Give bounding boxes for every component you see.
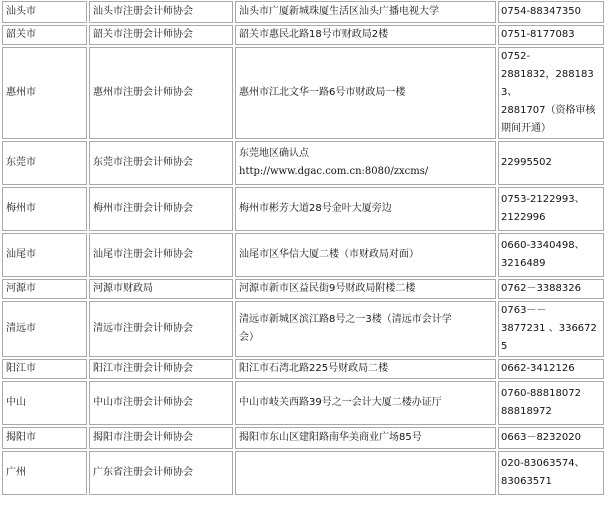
website-url: http://www.dgac.com.cn:8080/zxcms/ xyxy=(239,166,429,177)
table-row xyxy=(2,25,604,45)
city-cell: 韶关市 xyxy=(2,25,87,45)
phone-cell xyxy=(498,187,604,231)
org-cell: 广东省注册会计师协会 xyxy=(89,451,233,495)
city-cell: 广州 xyxy=(2,451,87,495)
phone-cell: 0751-8177083 xyxy=(498,25,604,45)
table-row xyxy=(2,1,604,23)
address-line: 东莞地区确认点 xyxy=(239,148,309,159)
address-cell: 阳江市石湾北路225号财政局二楼 xyxy=(235,359,496,379)
org-cell: 汕头市注册会计师协会 xyxy=(89,1,233,23)
org-cell: 东莞市注册会计师协会 xyxy=(89,141,233,185)
address-cell: 韶关市惠民北路18号市财政局2楼 xyxy=(235,25,496,45)
address-cell: 河源市新市区益民街9号财政局附楼二楼 xyxy=(235,279,496,299)
city-cell: 中山 xyxy=(2,381,87,425)
city-cell: 惠州市 xyxy=(2,47,87,139)
city-cell: 梅州市 xyxy=(2,187,87,231)
table-row xyxy=(2,279,604,299)
org-cell: 揭阳市注册会计师协会 xyxy=(89,427,233,449)
table-row xyxy=(2,141,604,185)
phone-line: 0763－－ xyxy=(501,305,547,316)
org-cell: 韶关市注册会计师协会 xyxy=(89,25,233,45)
table-row xyxy=(2,359,604,379)
phone-cell xyxy=(498,301,604,357)
address-cell: 汕尾市区华信大厦二楼（市财政局对面） xyxy=(235,233,496,277)
city-cell: 河源市 xyxy=(2,279,87,299)
address-cell xyxy=(235,141,496,185)
phone-cell xyxy=(498,381,604,425)
phone-line: 0752- xyxy=(501,51,531,62)
phone-line: 0753-2122993、 xyxy=(501,194,585,205)
phone-line: 2881707（资格审核 xyxy=(501,105,596,116)
phone-line: 2881832，2881833、 xyxy=(501,69,594,98)
table-row xyxy=(2,187,604,231)
phone-cell xyxy=(498,233,604,277)
city-cell: 清远市 xyxy=(2,301,87,357)
phone-line: 0760-88818072 xyxy=(501,388,581,399)
phone-cell xyxy=(498,451,604,495)
phone-line: 期间开通） xyxy=(501,123,551,134)
address-cell xyxy=(235,451,496,495)
phone-cell: 22995502 xyxy=(498,141,604,185)
table-row xyxy=(2,381,604,425)
phone-line: 0660-3340498、 xyxy=(501,240,585,251)
table-row xyxy=(2,233,604,277)
table-row xyxy=(2,427,604,449)
org-cell: 汕尾市注册会计师协会 xyxy=(89,233,233,277)
address-cell: 梅州市彬芳大道28号金叶大厦旁边 xyxy=(235,187,496,231)
phone-line: 3877231 、3366725 xyxy=(501,323,597,352)
phone-line: 2122996 xyxy=(501,212,546,223)
address-cell xyxy=(235,301,496,357)
table-row xyxy=(2,301,604,357)
address-cell: 惠州市江北文华一路6号市财政局一楼 xyxy=(235,47,496,139)
address-line: 会） xyxy=(239,332,259,343)
phone-line: 88818972 xyxy=(501,406,552,417)
org-cell: 清远市注册会计师协会 xyxy=(89,301,233,357)
phone-line: 020-83063574、 xyxy=(501,458,585,469)
address-cell: 中山市岐关西路39号之一会计大厦二楼办证厅 xyxy=(235,381,496,425)
address-cell: 汕头市广厦新城珠厦生活区汕头广播电视大学 xyxy=(235,1,496,23)
org-cell: 中山市注册会计师协会 xyxy=(89,381,233,425)
phone-cell: 0754-88347350 xyxy=(498,1,604,23)
phone-cell: 0663－8232020 xyxy=(498,427,604,449)
city-cell: 汕尾市 xyxy=(2,233,87,277)
address-cell: 揭阳市东山区建阳路南华美商业广场85号 xyxy=(235,427,496,449)
phone-line: 3216489 xyxy=(501,258,546,269)
city-cell: 阳江市 xyxy=(2,359,87,379)
table-row xyxy=(2,47,604,139)
city-cell: 东莞市 xyxy=(2,141,87,185)
city-cell: 汕头市 xyxy=(2,1,87,23)
org-cell: 河源市财政局 xyxy=(89,279,233,299)
phone-cell: 0662-3412126 xyxy=(498,359,604,379)
org-cell: 惠州市注册会计师协会 xyxy=(89,47,233,139)
org-cell: 阳江市注册会计师协会 xyxy=(89,359,233,379)
address-line: 清远市新城区滨江路8号之一3楼（清远市会计学 xyxy=(239,314,452,325)
table-row xyxy=(2,451,604,495)
phone-line: 83063571 xyxy=(501,476,552,487)
org-cell: 梅州市注册会计师协会 xyxy=(89,187,233,231)
phone-cell xyxy=(498,47,604,139)
phone-cell: 0762－3388326 xyxy=(498,279,604,299)
city-cell: 揭阳市 xyxy=(2,427,87,449)
